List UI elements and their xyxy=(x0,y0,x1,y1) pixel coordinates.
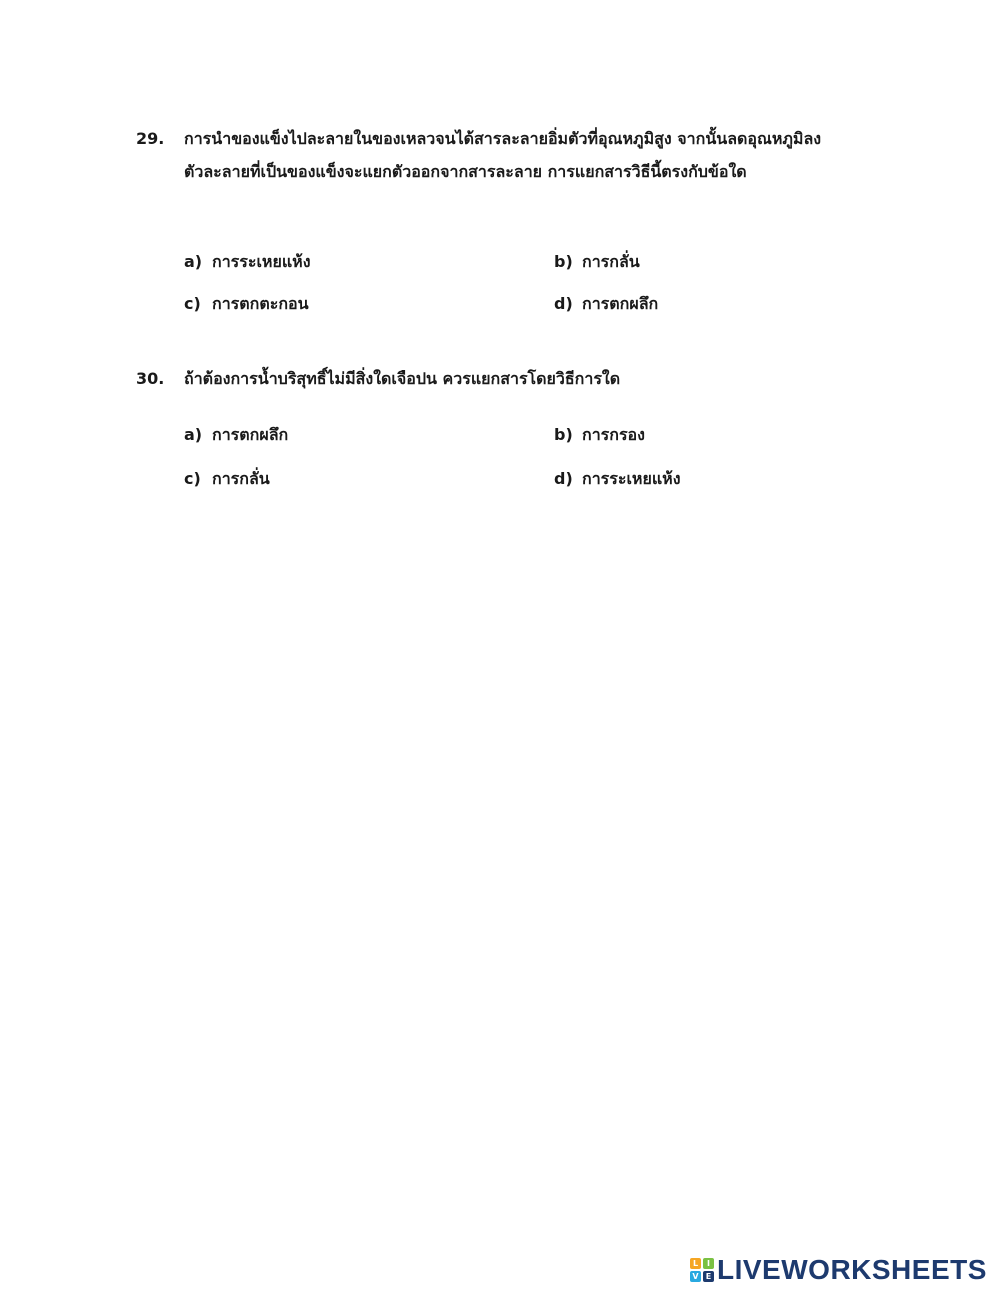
option-letter: d) xyxy=(554,294,573,313)
option-text: การกลั่น xyxy=(582,252,640,271)
question-30-line-1: ถ้าต้องการน้ำบริสุทธิ์ไม่มีสิ่งใดเจือปน ควรแยกสารโดยวิธีการใด xyxy=(184,369,621,388)
option-letter: c) xyxy=(184,469,201,488)
question-29-number: 29. xyxy=(136,129,165,148)
option-letter: b) xyxy=(554,252,573,271)
option-letter: d) xyxy=(554,469,573,488)
question-29 xyxy=(136,122,916,188)
question-30 xyxy=(136,362,916,395)
liveworksheets-logo xyxy=(690,1255,987,1285)
question-29-option-c[interactable] xyxy=(184,292,309,317)
logo-badge-cell: E xyxy=(703,1271,714,1282)
question-29-option-d[interactable] xyxy=(554,292,658,317)
logo-badge-cell: V xyxy=(690,1271,701,1282)
option-text: การระเหยแห้ง xyxy=(212,252,311,271)
option-letter: c) xyxy=(184,294,201,313)
question-29-stem xyxy=(136,122,916,188)
option-text: การระเหยแห้ง xyxy=(582,469,681,488)
question-30-option-a[interactable] xyxy=(184,423,288,448)
question-30-stem xyxy=(136,362,916,395)
option-letter: a) xyxy=(184,425,203,444)
question-30-number: 30. xyxy=(136,369,165,388)
option-letter: a) xyxy=(184,252,203,271)
option-text: การตกผลึก xyxy=(582,294,659,313)
option-text: การตกตะกอน xyxy=(212,294,309,313)
question-30-option-c[interactable] xyxy=(184,467,270,492)
question-29-line-1: การนำของแข็งไปละลายในของเหลวจนได้สารละลายอิ่มตัวที่อุณหภูมิสูง จากนั้นลดอุณหภูมิลง xyxy=(184,129,822,148)
option-text: การกลั่น xyxy=(212,469,270,488)
option-text: การตกผลึก xyxy=(212,425,289,444)
question-29-option-a[interactable] xyxy=(184,250,311,275)
question-29-line-2: ตัวละลายที่เป็นของแข็งจะแยกตัวออกจากสารละลาย การแยกสารวิธีนี้ตรงกับข้อใด xyxy=(184,162,747,181)
option-text: การกรอง xyxy=(582,425,645,444)
option-letter: b) xyxy=(554,425,573,444)
logo-badge-cell: L xyxy=(690,1258,701,1269)
question-30-option-d[interactable] xyxy=(554,467,681,492)
logo-wordmark: LIVEWORKSHEETS xyxy=(717,1254,987,1285)
question-30-option-b[interactable] xyxy=(554,423,645,448)
logo-badge-icon xyxy=(690,1258,714,1282)
logo-badge-cell: I xyxy=(703,1258,714,1269)
question-29-option-b[interactable] xyxy=(554,250,640,275)
